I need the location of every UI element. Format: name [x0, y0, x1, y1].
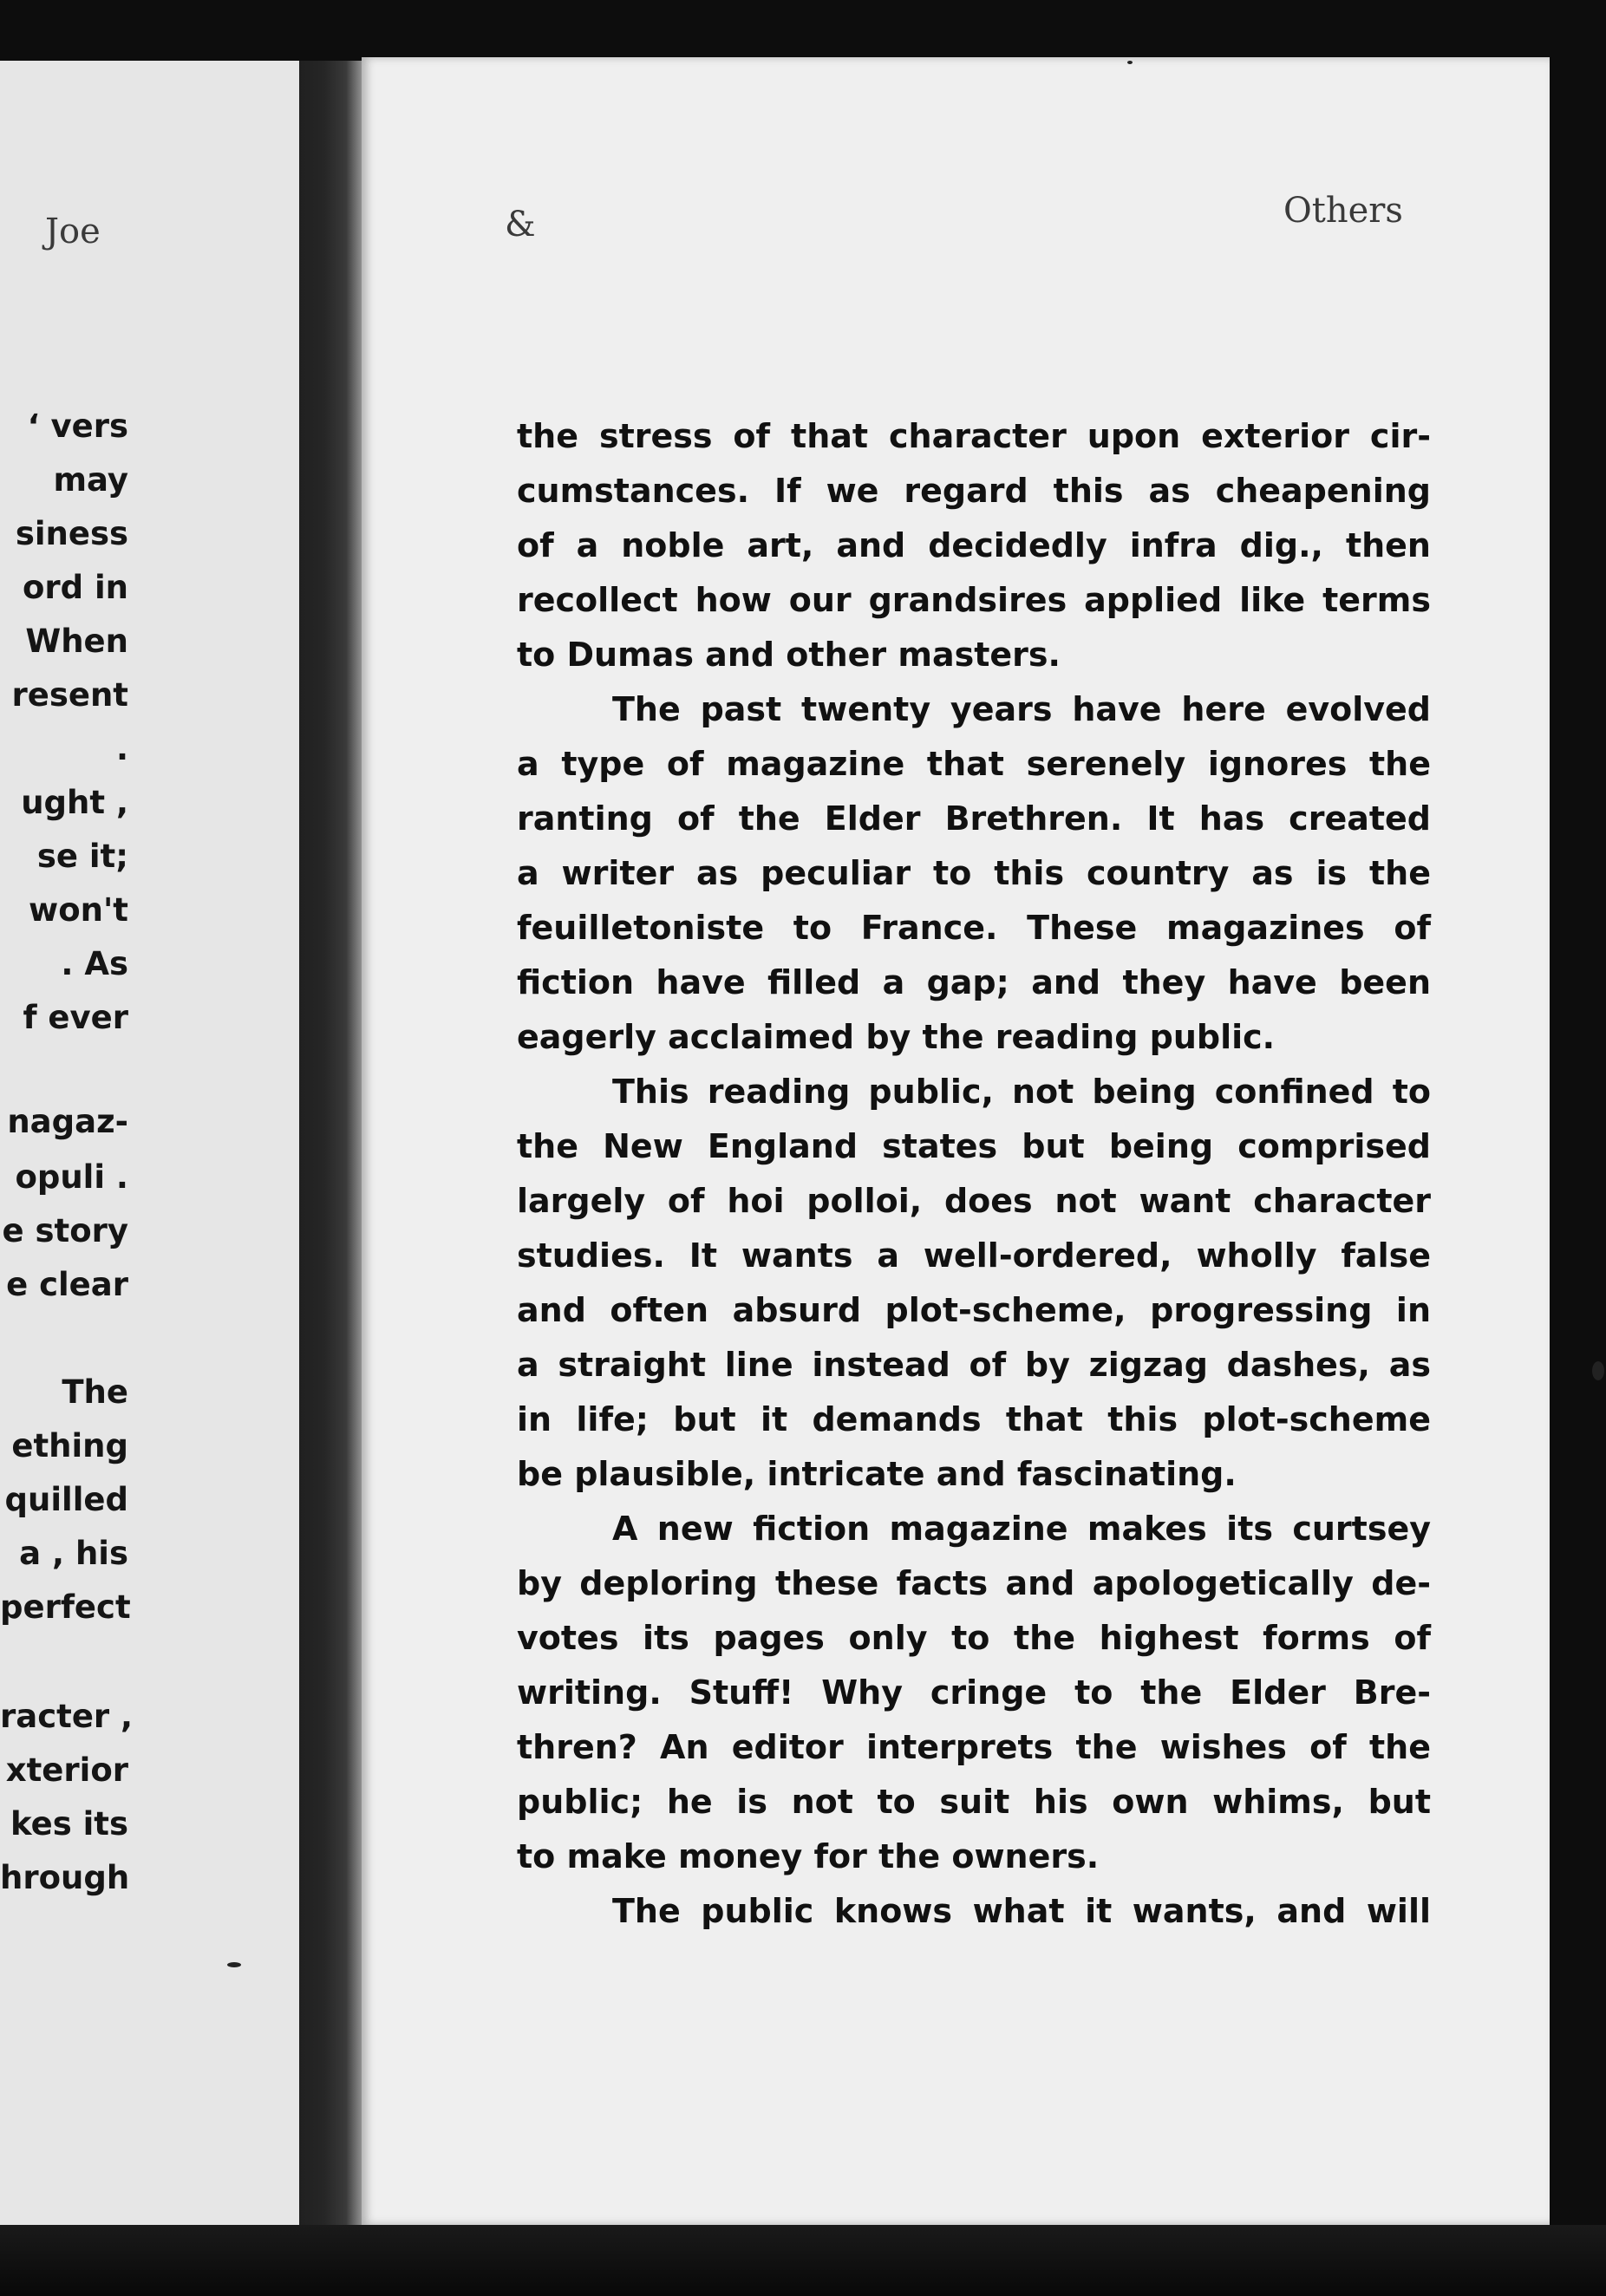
left-page-line: kes its — [10, 1805, 128, 1843]
body-text-line: The past twenty years have here evolved — [612, 690, 1431, 728]
body-text-line: writing. Stuff! Why cringe to the Elder Bre- — [517, 1673, 1431, 1712]
left-page-line: ething — [11, 1427, 128, 1464]
body-text-line: A new fiction magazine makes its curtsey — [612, 1510, 1431, 1548]
body-text-line: by deploring these facts and apologetically de- — [517, 1564, 1431, 1602]
left-page-line: perfect — [0, 1588, 131, 1626]
bottom-shadow — [0, 2225, 1606, 2296]
left-page-line: e story — [2, 1212, 128, 1249]
left-page-line: opuli . — [15, 1158, 128, 1196]
speck-mark — [1592, 1361, 1604, 1380]
body-text-line: recollect how our grandsires applied like terms — [517, 581, 1431, 619]
body-text-line: feuilletoniste to France. These magazines of — [517, 909, 1431, 947]
left-page-line: se it; — [36, 838, 128, 875]
speck-mark — [227, 1962, 241, 1967]
right-running-head-ampersand: & — [505, 205, 536, 245]
body-text-line: votes its pages only to the highest forms of — [517, 1619, 1431, 1657]
body-text-line: studies. It wants a well-ordered, wholly false — [517, 1236, 1431, 1275]
left-page-line: . — [115, 730, 128, 767]
left-page-line: racter , — [0, 1698, 134, 1735]
left-page-line: . As — [61, 945, 128, 982]
body-text-line: The public knows what it wants, and will — [612, 1892, 1431, 1930]
left-page-line: quilled — [4, 1481, 128, 1518]
right-page-text — [517, 409, 1431, 1939]
left-page-line: may — [53, 461, 128, 499]
left-page-line: ord in — [22, 569, 128, 606]
body-text-line: the New England states but being comprised — [517, 1127, 1431, 1165]
body-text-line: public; he is not to suit his own whims, but — [517, 1783, 1431, 1821]
left-page-line: ‘ vers — [27, 408, 128, 445]
left-page-line: resent — [11, 676, 128, 714]
left-page-line: xterior — [5, 1751, 128, 1789]
body-text-line: eagerly acclaimed by the reading public. — [517, 1018, 1276, 1056]
book-gutter — [299, 61, 362, 2246]
body-text-line: a type of magazine that serenely ignores the — [517, 745, 1431, 783]
body-text-line: This reading public, not being confined to — [612, 1073, 1431, 1111]
body-text-line: in life; but it demands that this plot-scheme — [517, 1400, 1431, 1438]
body-text-line: and often absurd plot-scheme, progressing in — [517, 1291, 1431, 1329]
body-text-line: to make money for the owners. — [517, 1837, 1100, 1875]
body-text-line: to Dumas and other masters. — [517, 636, 1061, 674]
body-text-line: largely of hoi polloi, does not want character — [517, 1182, 1431, 1220]
body-text-line: the stress of that character upon exterior cir- — [517, 417, 1431, 455]
left-page-line: a , his — [19, 1535, 128, 1572]
body-text-line: fiction have filled a gap; and they have been — [517, 963, 1431, 1001]
body-text-line: ranting of the Elder Brethren. It has created — [517, 799, 1431, 838]
body-text-line: cumstances. If we regard this as cheapening — [517, 472, 1431, 510]
right-running-head: Others — [1283, 191, 1403, 231]
speck-mark — [1127, 61, 1133, 64]
left-page-line: hrough — [0, 1859, 130, 1896]
body-text-line: a writer as peculiar to this country as is the — [517, 854, 1431, 892]
body-text-line: thren? An editor interprets the wishes of the — [517, 1728, 1431, 1766]
left-page-line: won't — [29, 891, 128, 929]
left-page-line: ught , — [21, 784, 128, 821]
left-page — [0, 61, 299, 2246]
left-page-line: e clear — [6, 1266, 128, 1303]
left-page-line: When — [25, 623, 128, 660]
body-text-line: a straight line instead of by zigzag dashes, as — [517, 1346, 1431, 1384]
left-page-line: siness — [15, 515, 128, 552]
left-running-head: Joe — [45, 212, 101, 251]
body-text-line: of a noble art, and decidedly infra dig., then — [517, 526, 1431, 564]
left-page-line: The — [62, 1373, 128, 1411]
left-page-line: nagaz- — [7, 1103, 128, 1140]
left-page-line: f ever — [23, 999, 128, 1036]
body-text-line: be plausible, intricate and fascinating. — [517, 1455, 1237, 1493]
